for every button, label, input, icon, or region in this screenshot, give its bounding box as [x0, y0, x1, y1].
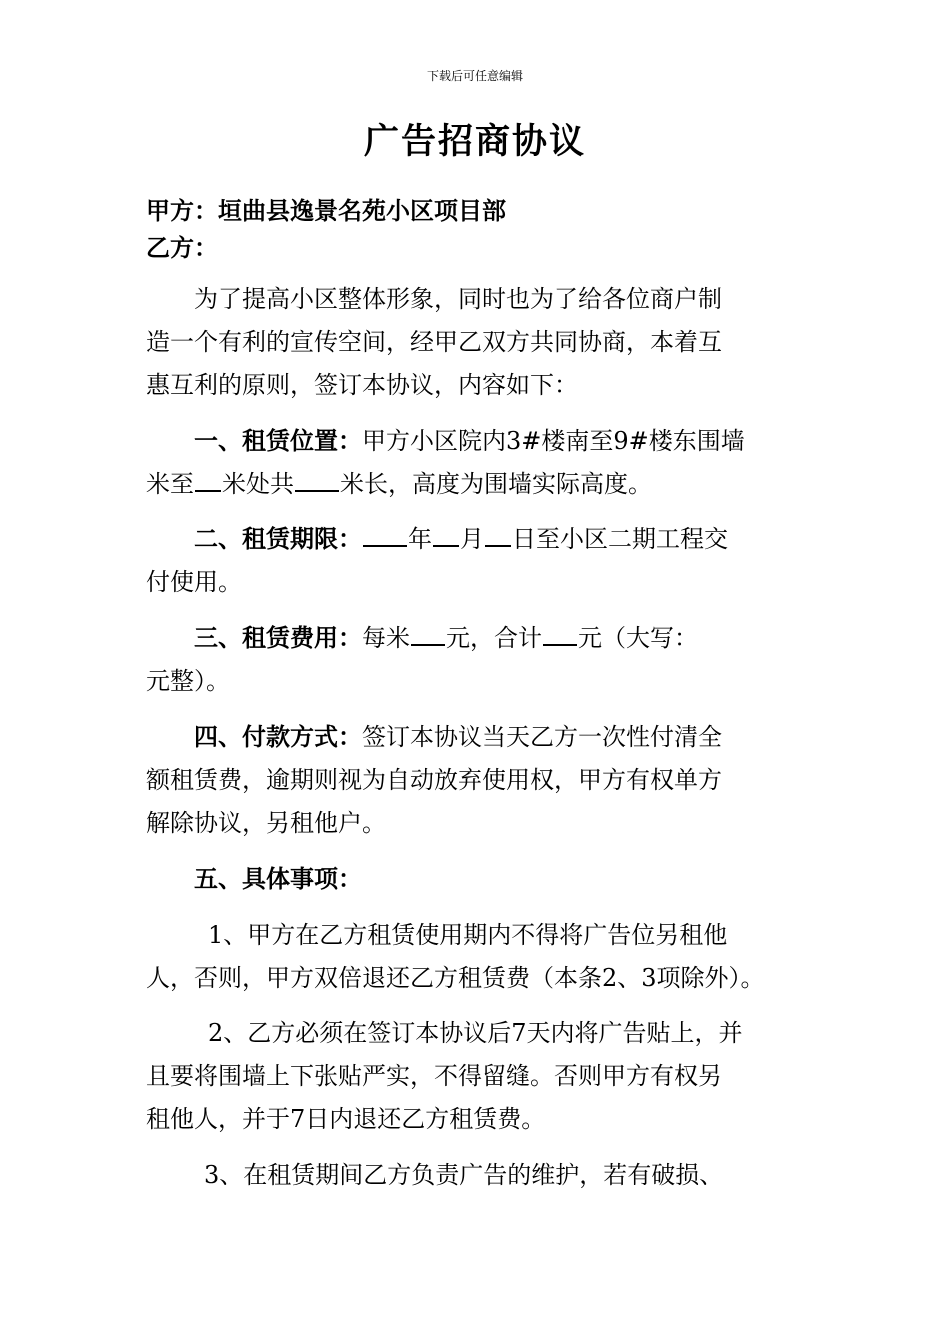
- intro-paragraph: [146, 278, 816, 407]
- item-3: [146, 1154, 816, 1197]
- intro-line-2: 造一个有利的宣传空间，经甲乙双方共同协商，本着互: [146, 328, 722, 356]
- party-a: 甲方：垣曲县逸景名苑小区项目部: [146, 197, 506, 225]
- blank-field: [411, 618, 445, 646]
- clause4-line-1: [146, 716, 816, 759]
- clause2-line-1: [146, 518, 816, 561]
- clause3-heading: 三、租赁费用：: [194, 624, 362, 652]
- clause2-day: 日至小区二期工程交: [512, 525, 728, 553]
- clause1-line-2: [146, 463, 816, 506]
- clause-rental-period: [146, 518, 816, 604]
- clause3-text-c: 元（大写：: [578, 624, 698, 652]
- blank-field: [295, 464, 339, 492]
- clause2-heading: 二、租赁期限：: [194, 525, 362, 553]
- blank-field: [195, 464, 221, 492]
- clause4-line-2: 额租赁费，逾期则视为自动放弃使用权，甲方有权单方: [146, 766, 722, 794]
- item-2: [146, 1012, 816, 1141]
- clause-payment-method: [146, 716, 816, 845]
- party-b: 乙方：: [146, 234, 218, 262]
- blank-field: [363, 519, 407, 547]
- clause-rental-location: [146, 420, 816, 506]
- intro-line-3: 惠互利的原则，签订本协议，内容如下：: [146, 371, 578, 399]
- clause3-line-2: 元整）。: [146, 667, 230, 695]
- blank-field: [433, 519, 459, 547]
- item2-line-2: 且要将围墙上下张贴严实，不得留缝。否则甲方有权另: [146, 1062, 722, 1090]
- intro-line-1: 为了提高小区整体形象，同时也为了给各位商户制: [194, 285, 722, 313]
- clause1-text-b: 米至: [146, 470, 194, 498]
- clause3-line-1: [146, 617, 816, 660]
- clause-rental-fee: [146, 617, 816, 703]
- clause5-heading: 五、具体事项：: [194, 865, 362, 893]
- item1-line-2: 人，否则，甲方双倍退还乙方租赁费（本条2、3项除外）。: [146, 964, 765, 992]
- clause4-text: 签订本协议当天乙方一次性付清全: [362, 723, 722, 751]
- item1-line-1: 1、甲方在乙方租赁使用期内不得将广告位另租他: [208, 921, 728, 949]
- clause2-line-2: 付使用。: [146, 568, 242, 596]
- clause1-line-1: [146, 420, 816, 463]
- document-title: 广告招商协议: [363, 122, 586, 162]
- clause1-heading: 一、租赁位置：: [194, 427, 362, 455]
- clause1-text-c: 米处共: [222, 470, 294, 498]
- clause2-year: 年: [408, 525, 432, 553]
- blank-field: [485, 519, 511, 547]
- clause-specific-matters: [146, 858, 816, 901]
- item-1: [146, 914, 816, 1000]
- clause2-month: 月: [460, 525, 484, 553]
- clause3-text-a: 每米: [362, 624, 410, 652]
- item2-line-3: 租他人，并于7日内退还乙方租赁费。: [146, 1105, 546, 1133]
- clause4-line-3: 解除协议，另租他户。: [146, 809, 386, 837]
- clause4-heading: 四、付款方式：: [194, 723, 362, 751]
- blank-field: [543, 618, 577, 646]
- header-note: 下载后可任意编辑: [426, 69, 523, 83]
- item2-line-1: 2、乙方必须在签订本协议后7天内将广告贴上，并: [208, 1019, 743, 1047]
- clause3-text-b: 元，合计: [446, 624, 542, 652]
- clause1-text-a: 甲方小区院内3#楼南至9#楼东围墙: [362, 427, 745, 455]
- item3-line-1: 3、在租赁期间乙方负责广告的维护，若有破损、: [204, 1161, 724, 1189]
- clause1-text-d: 米长，高度为围墙实际高度。: [340, 470, 652, 498]
